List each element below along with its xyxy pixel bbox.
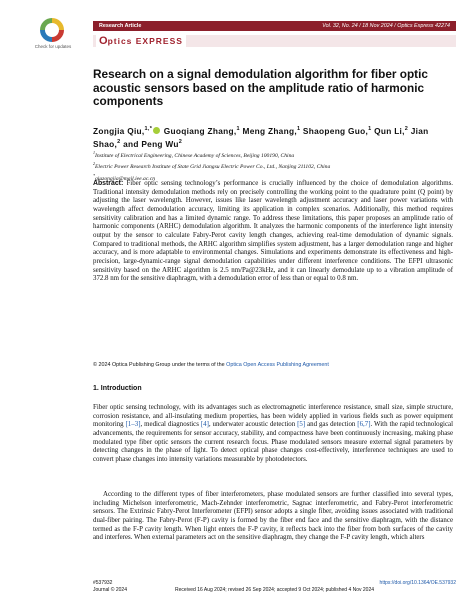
- body-paragraph: Fiber optic sensing technology, with its advantages such as electromagnetic interference resistance, small size, simple structure, corrosion resistance, and all-insulating medium properties, has been widely applied in various fields such as power equipment monitoring [1–3], medical diagnostics [4], underwater acoustic detection [5] and gas detection [6,7]. With the rapid technological advancements, the requirements for sensor accuracy, stability, and compactness have been continuously increasing, making phase modulated type fiber optic sensors the current research focus. Phase modulated sensors measure external signal parameters by detecting changes in the phase of light. To detect optical phase changes cost-effectively, interference techniques are used to convert phase changes into intensity variations measurable by photodetectors.: [93, 404, 454, 463]
- abstract-text: Fiber optic sensing technology’s performance is crucially influenced by the choice of demodulation algorithms. Traditional intensity demodulation methods rely on precisely controlling the working point to the quadrature point (Q point) by adjusting the laser wavelength. However, issues like laser wavelength adjustment accuracy and laser power variations with wavelength affect demodulation accuracy, limiting its application in complex scenarios. Additionally, this method requires sensitivity calibration and has a limited dynamic range. To address these limitations, this paper proposes an amplitude ratio of harmonic components (ARHC) demodulation algorithm. It analyzes the harmonic components of the interference light intensity output by the sensor to calculate Fabry-Perot cavity length changes, achieving real-time demodulation of dynamic signals. Compared to traditional methods, the ARHC algorithm simplifies system adjustment, has a larger demodulation range and higher accuracy, and is more adaptable to environmental changes. Simulations and experiments demonstrate its effectiveness and high-precision, large-dynamic-range signal demodulation capabilities under different interference conditions. The EFPI ultrasonic sensitivity based on the ARHC algorithm is 2.5 nm/Pa@23kHz, and it can linearly demodulate up to a vibration amplitude of 372.8 nm for the sensitive diaphragm, with a demodulation error of less than or equal to 0.8 nm.: [93, 180, 453, 283]
- body-paragraph: According to the different types of fiber interferometers, phase modulated sensors are further classified into several types, including Michelson interferometric, Mach-Zehnder interferometric, Sagnac interferometric, and Fabry-Perot interferometric sensors. The Extrinsic Fabry-Perot Interferometer (EFPI) sensor adopts a single fiber, avoiding issues associated with traditional dual-fiber pairing. The Fabry-Perot (F-P) cavity is formed by the fiber end face and the sensitive diaphragm, with the distance termed as the F-P cavity length. When light enters the F-P cavity, it reflects back into the fiber from both surfaces of the cavity and interferes. When external parameters act on the sensitive diaphragm, they change the F-P cavity length, which alters: [93, 491, 453, 542]
- author-email[interactable]: qiuzongjia@mail.iee.ac.cn: [95, 175, 155, 182]
- author: Guoqiang Zhang,: [163, 125, 237, 136]
- citation-link[interactable]: [1–3]: [125, 421, 141, 429]
- header-bar: [93, 21, 456, 31]
- check-updates-icon: [40, 18, 64, 42]
- author: Jian Shao,: [93, 125, 429, 149]
- publication-history: Received 16 Aug 2024; revised 26 Sep 2024; accepted 9 Oct 2024; published 4 Nov 2024: [174, 587, 375, 593]
- affiliations: $^1$Institute of Electrical Engineering, Chinese Academy of Sciences, Beijing 100190, China $^2$Electric Power Research Institute of State Grid Jiangsu Electric Power Co., Ltd., Nanjing 211102, China *qiuzongjia@mail.iee.ac.cn: [93, 150, 331, 182]
- citation-link[interactable]: [6,7]: [357, 421, 371, 429]
- citation-link[interactable]: [4]: [200, 421, 209, 429]
- author: Shaopeng Guo,: [302, 125, 369, 136]
- section-heading: 1. Introduction: [93, 385, 142, 392]
- citation-link[interactable]: [5]: [297, 421, 306, 429]
- abstract-label: Abstract:: [93, 180, 124, 187]
- author: Zongjia Qiu,: [93, 125, 145, 136]
- author: Qun Li,: [374, 125, 405, 136]
- journal-citation: Vol. 32, No. 24 / 18 Nov 2024 / Optics Express 42274: [322, 23, 450, 29]
- article-type: Research Article: [99, 23, 142, 29]
- orcid-icon[interactable]: [153, 127, 160, 134]
- paper-title: Research on a signal demodulation algorithm for fiber optic acoustic sensors based on the amplitude ratio of harmonic components: [93, 67, 428, 108]
- abstract: [93, 180, 453, 284]
- check-for-updates-badge[interactable]: [32, 18, 74, 58]
- doi-link[interactable]: https://doi.org/10.1364/OE.537932: [379, 580, 456, 586]
- copyright-notice: © 2024 Optica Publishing Group under the terms of the Optica Open Access Publishing Agreement: [93, 362, 329, 368]
- check-updates-label: Check for updates: [34, 44, 72, 49]
- license-link[interactable]: Optica Open Access Publishing Agreement: [226, 362, 329, 368]
- page-footer: [93, 580, 456, 594]
- author-list: Zongjia Qiu,$^{1,*}$ Guoqiang Zhang,$^1$ Meng Zhang,$^1$ Shaopeng Guo,$^1$ Qun Li,$^2$ Jian Shao,$^2$ and Peng Wu$^2$: [93, 125, 429, 149]
- journal-logo: Optics EXPRESS: [96, 35, 186, 47]
- author: and Peng Wu: [123, 138, 179, 149]
- author: Meng Zhang,: [242, 125, 297, 136]
- journal-copyright: Journal © 2024: [93, 587, 127, 593]
- manuscript-id: #537932: [93, 580, 113, 586]
